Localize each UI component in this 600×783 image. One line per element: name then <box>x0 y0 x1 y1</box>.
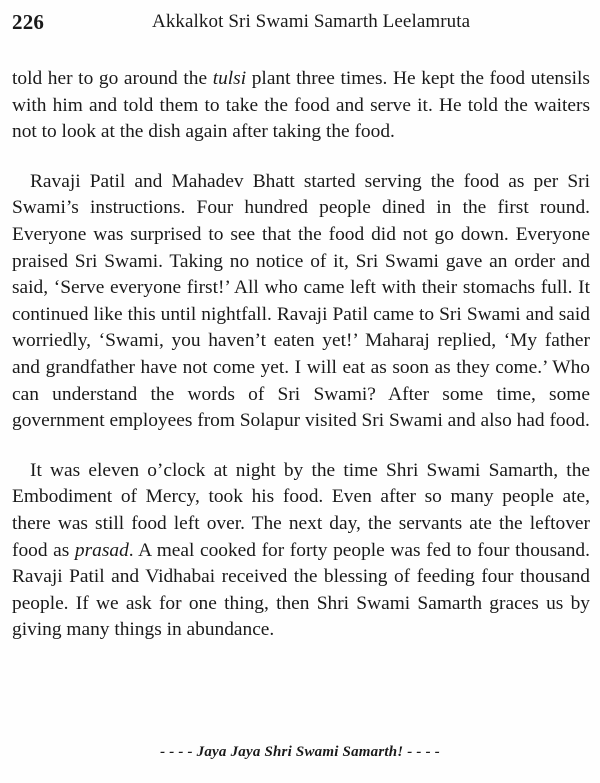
closing-line: - - - - Jaya Jaya Shri Swami Samarth! - - - - <box>160 744 440 760</box>
page-number: 226 <box>12 10 45 34</box>
paragraph-1-segment-2-italic: tulsi <box>212 68 247 89</box>
body-text <box>12 66 590 644</box>
paragraph-3 <box>12 458 590 644</box>
paragraph-2-segment-1: Ravaji Patil and Mahadev Bhatt started serving the food as per Sri Swami’s instructions. Four hundred people dined in the first round. Everyone was surprised to see that the food did not go down. Everyone praised Sri Swami. Taking no notice of it, Sri Swami gave an order and said, ‘Serve everyone first!’ All who came left with their stomachs full. It continued like this until nightfall. Ravaji Patil came to Sri Swami and said worriedly, ‘Swami, you haven’t eaten yet!’ Maharaj replied, ‘My father and grandfather have not come yet. I will eat as soon as they come.’ Who can understand the words of Sri Swami? After some time, some government employees from Solapur visited Sri Swami and also had food. <box>12 170 590 432</box>
paragraph-3-segment-1: It was eleven o’clock at night by the time Shri Swami Samarth, the Embodiment of Mercy, took his food. Even after so many people ate, there was still food left over. The next day, the servants ate the leftover food as <box>12 459 590 561</box>
running-title: Akkalkot Sri Swami Samarth Leelamruta <box>152 11 471 32</box>
paragraph-3-segment-3: . A meal cooked for forty people was fed to four thousand. Ravaji Patil and Vidhabai received the blessing of feeding four thousand people. If we ask for one thing, then Shri Swami Samarth graces us by giving many things in abundance. <box>12 539 590 641</box>
paragraph-2 <box>12 169 590 435</box>
page-header <box>12 10 588 44</box>
paragraph-1-segment-1: told her to go around the <box>12 68 213 89</box>
paragraph-1 <box>12 66 590 146</box>
paragraph-3-segment-2-italic: prasad <box>74 539 129 561</box>
paragraph-1-segment-3: plant three times. He kept the food utensils with him and told them to take the food and serve it. He told the waiters not to look at the dish again after taking the food. <box>12 68 590 143</box>
